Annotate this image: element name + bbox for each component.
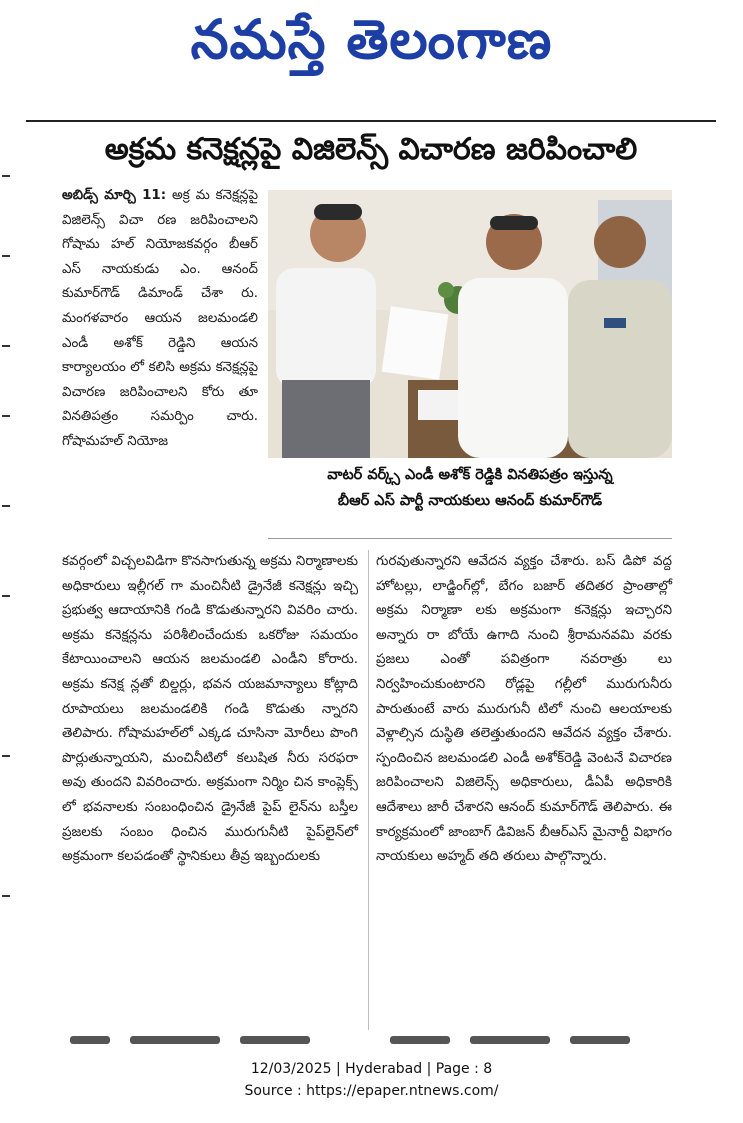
headline-top-rule <box>26 120 716 122</box>
intro-text: అక్ర మ కనెక్షన్లపై విజిలెన్స్ విచా రణ జరిపించాలని గోషామ హల్ నియోజకవర్గం బీఆర్ ఎస్ నాయకుడు ఎం. ఆనంద్ కుమార్‌గౌడ్ డిమాండ్ చేశా రు. మంగళవారం ఆయన జలమండలి ఎండీ అశోక్ రెడ్డిని ఆయన కార్యాలయం లో కలిసి అక్రమ కనెక్షన్లపై విచారణ జరిపించాలని కోరు తూ వినతిపత్రం సమర్పిం చారు. గోషామహల్ నియోజ <box>62 188 258 449</box>
photo-illustration <box>268 190 672 458</box>
intro-paragraph <box>62 184 258 455</box>
photo-caption-line1: వాటర్ వర్క్స్ ఎండీ అశోక్ రెడ్డికి వినతిపత్రం ఇస్తున్న <box>327 467 613 483</box>
column-right-text: గురవుతున్నారని ఆవేదన వ్యక్తం చేశారు. బస్ డిపో వద్ద హోటల్లు, లాడ్జింగ్‌ల్లో, బేగం బజార్ తదితర ప్రాంతాల్లో అక్రమ నిర్మాణా లకు అక్రమంగా కనెక్షన్లు ఇచ్చారని అన్నారు రా బోయే ఉగాది నుంచి శ్రీరామనవమి వరకు ప్రజలు ఎంతో పవిత్రంగా నవరాత్రు లు నిర్వహించుకుంటారని రోడ్లపై గల్లీలో మురుగునీరు పారుతుంటే వారు మురుగునీ టిలో నుంచి ఆలయాలకు వెళ్లాల్సిన దుస్థితి తలెత్తుతుందని ఆవేదన వ్యక్తం చేశారు. స్పందించిన జలమండలి ఎండీ అశోక్‌రెడ్డి వెంటనే విచారణ జరిపించాలని విజిలెన్స్ అధికారులు, డీఏపీ అధికారికి ఆదేశాలు జారీ చేశారని ఆనంద్ కుమార్‌గౌడ్ తెలిపారు. ఈ కార్యక్రమంలో జాంబాగ్ డివిజన్ బీఆర్ఎస్ మైనార్టీ విభాగం నాయకులు అహ్మద్ తది తరులు పాల్గొన్నారు. <box>376 554 672 865</box>
photo-caption-line2: బీఆర్ ఎస్ పార్టీ నాయకులు ఆనంద్ కుమార్‌గౌడ్ <box>337 493 603 509</box>
page-footer <box>0 1058 743 1102</box>
cutoff-next-article <box>60 1030 680 1048</box>
adjacent-column-edge <box>0 115 14 1045</box>
photo-caption <box>268 462 672 532</box>
masthead-title: నమస్తే తెలంగాణ <box>190 7 553 71</box>
article-column-left <box>62 550 358 870</box>
column-left-text: కవర్గంలో విచ్చలవిడిగా కొనసాగుతున్న అక్రమ నిర్మాణాలకు అధికారులు ఇల్లీగల్ గా మంచినీటి డ్రైనేజీ కనెక్షన్లు ఇచ్చి ప్రభుత్వ ఆదాయానికి గండి కొడుతున్నారని వివరిం చారు. అక్రమ కనెక్షన్లను పరిశీలించేందుకు ఒకరోజు సమయం కేటాయించాలని ఆయన జలమండలి ఎండీని కోరారు. అక్రమ కనెక్ష న్లతో బిల్డర్లు, భవన యజమాన్యాలు కోట్లాది రూపాయలు జలమండలికి గండి కొడుతు న్నారని తెలిపారు. గోషామహల్‌లో ఎక్కడ చూసినా మోరీలు పొంగి పొర్లుతున్నాయని, మంచినీటిలో కలుషిత నీరు సరఫరా అవు తుందని వివరించారు. అక్రమంగా నిర్మిం చిన కాంప్లెక్స్ లో భవనాలకు సంబంధించిన డ్రైనేజీ పైప్ లైన్‌ను బస్తీల ప్రజలకు సంబం ధించిన మురుగునీటి పైప్‌లైన్‌లో అక్రమంగా కలపడంతో స్థానికులు తీవ్ర ఇబ్బందులకు <box>62 554 358 865</box>
caption-rule <box>268 538 672 539</box>
article-column-right <box>376 550 672 870</box>
news-photo <box>268 190 672 458</box>
footer-date-page: 12/03/2025 | Hyderabad | Page : 8 <box>250 1061 493 1077</box>
footer-source: Source : https://epaper.ntnews.com/ <box>244 1083 499 1099</box>
masthead <box>0 0 743 78</box>
headline-text: అక్రమ కనెక్షన్లపై విజిలెన్స్ విచారణ జరిపించాలి <box>104 132 638 167</box>
dateline: అబిడ్స్ మార్చి 11: <box>62 188 167 203</box>
article-headline <box>26 128 716 178</box>
column-divider <box>368 550 369 1030</box>
